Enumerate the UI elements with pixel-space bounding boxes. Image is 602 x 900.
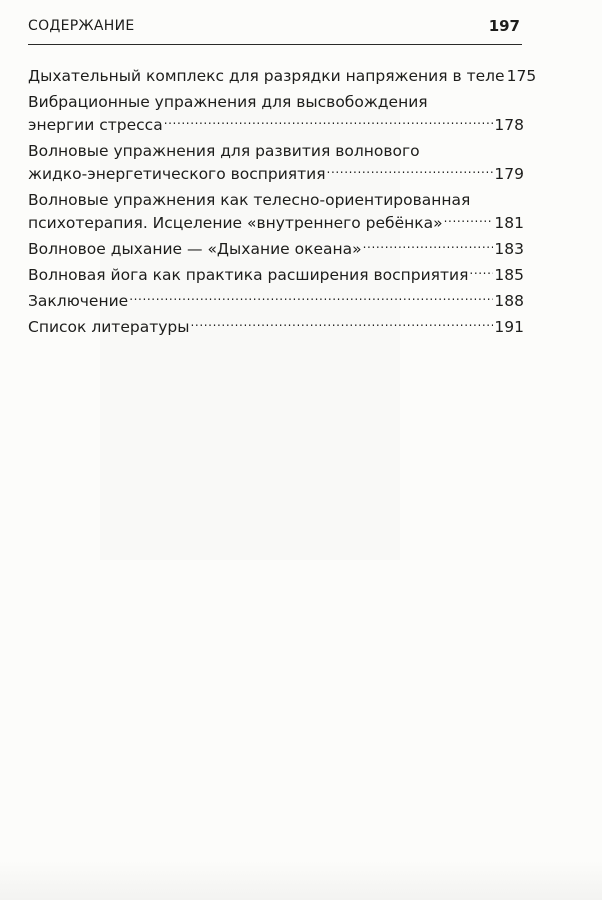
toc-entry-title-cont: жидко-энергетического восприятия <box>28 165 326 183</box>
page-bottom-edge <box>0 860 602 900</box>
toc-entry-title: Волновые упражнения как телесно-ориентированная <box>28 191 471 209</box>
leader-dots <box>469 266 493 280</box>
toc-entry-page: 178 <box>494 116 524 134</box>
leader-dots <box>129 292 493 306</box>
toc-entry-title: Заключение <box>28 292 129 310</box>
toc-entry-page: 179 <box>494 165 524 183</box>
toc-entry[interactable] <box>28 189 524 235</box>
table-of-contents <box>28 65 537 342</box>
toc-entry-page: 188 <box>494 292 524 310</box>
toc-entry-title: Вибрационные упражнения для высвобождения <box>28 93 428 111</box>
toc-entry-page: 175 <box>506 67 537 85</box>
toc-entry[interactable] <box>28 290 524 313</box>
toc-entry-title: Список литературы <box>28 318 190 336</box>
leader-dots <box>191 318 494 332</box>
toc-entry-page: 185 <box>494 266 524 284</box>
toc-entry[interactable] <box>28 65 537 88</box>
leader-dots <box>363 240 494 254</box>
leader-dots <box>164 116 494 130</box>
toc-entry-title: Волновое дыхание — «Дыхание океана» <box>28 240 362 258</box>
toc-entry[interactable] <box>28 91 524 137</box>
toc-entry-title: Дыхательный комплекс для разрядки напряжения в теле <box>28 67 505 85</box>
toc-entry[interactable] <box>28 316 524 339</box>
toc-entry[interactable] <box>28 264 524 287</box>
running-head: СОДЕРЖАНИЕ <box>28 18 135 34</box>
page-header <box>28 18 522 45</box>
toc-entry-page: 183 <box>494 240 524 258</box>
toc-entry-title-cont: психотерапия. Исцеление «внутреннего ребёнка» <box>28 214 443 232</box>
toc-entry-page: 181 <box>494 214 524 232</box>
toc-entry[interactable] <box>28 140 524 186</box>
toc-entry-title-cont: энергии стресса <box>28 116 163 134</box>
toc-entry-title: Волновая йога как практика расширения восприятия <box>28 266 469 284</box>
page-number: 197 <box>488 17 520 35</box>
leader-dots <box>327 165 494 179</box>
toc-entry-title: Волновые упражнения для развития волнового <box>28 142 420 160</box>
leader-dots <box>444 214 494 228</box>
toc-entry-page: 191 <box>494 318 524 336</box>
toc-entry[interactable] <box>28 238 524 261</box>
